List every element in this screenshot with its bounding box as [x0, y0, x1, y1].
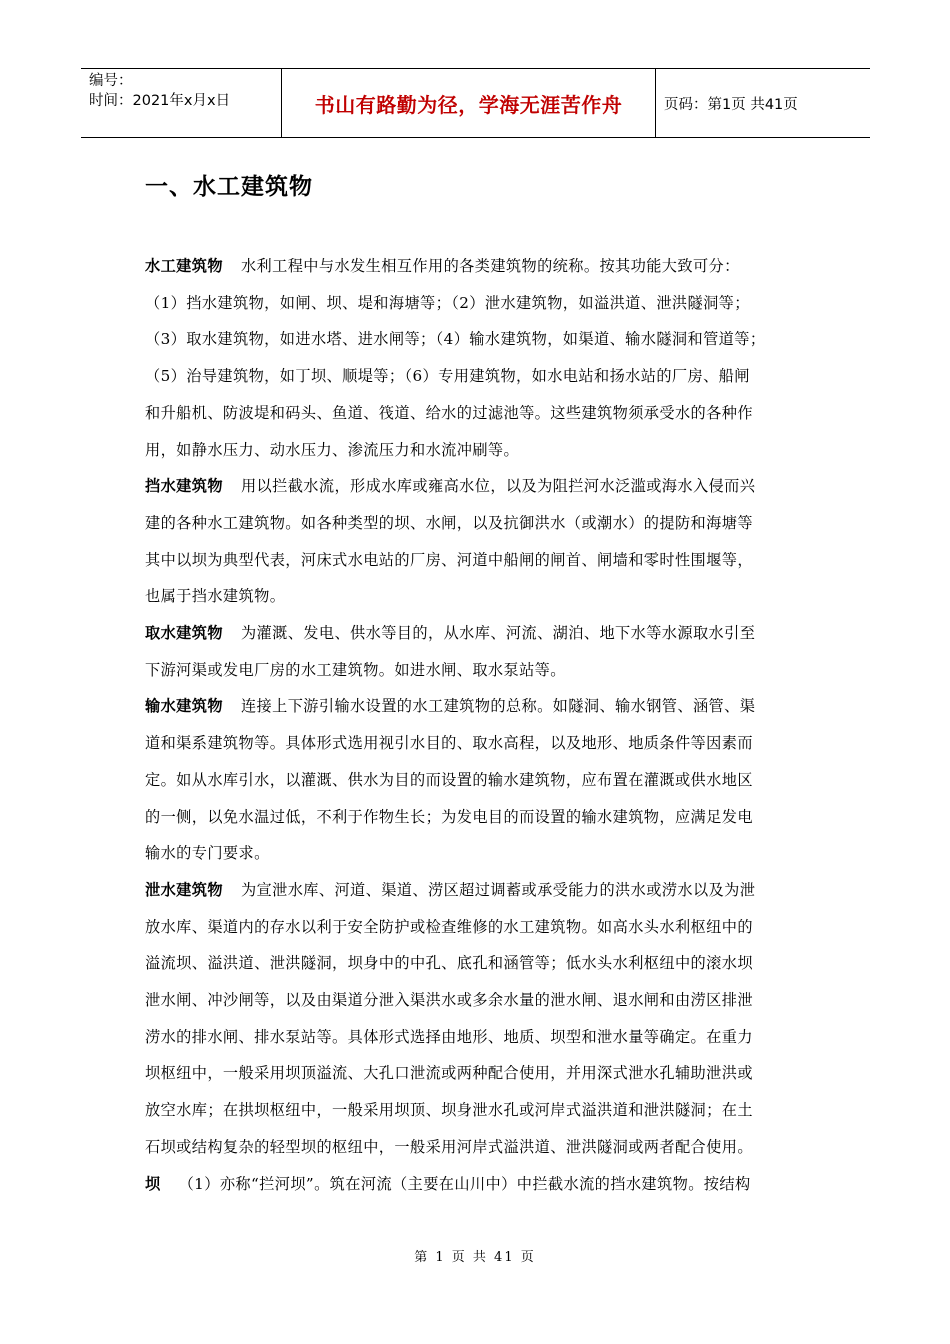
paragraph: [145, 872, 809, 1166]
line-text: 为宣泄水库、河道、渠道、涝区超过调蓄或承受能力的洪水或涝水以及为泄: [240, 880, 756, 899]
section-title: 一、水工建筑物: [145, 174, 313, 200]
paragraph-line: [145, 468, 809, 505]
header-meta: [81, 69, 281, 137]
line-text: 输水的专门要求。: [145, 844, 270, 863]
paragraph-line: [145, 395, 809, 432]
line-text: 坝枢纽中，一般采用坝顶溢流、大孔口泄流或两种配合使用，并用深式泄水孔辅助泄洪或: [145, 1064, 753, 1083]
paragraph-line: [145, 615, 809, 652]
line-text: 涝水的排水闸、排水泵站等。具体形式选择由地形、地质、坝型和泄水量等确定。在重力: [145, 1027, 753, 1046]
line-text: 的一侧，以免水温过低，不利于作物生长；为发电目的而设置的输水建筑物，应满足发电: [145, 807, 753, 826]
time-label: 时间：2021年x月x日: [89, 93, 231, 109]
paragraph-line: [145, 872, 809, 909]
number-label: 编号：: [89, 73, 133, 89]
paragraph: [145, 468, 809, 615]
line-text: 放空水库；在拱坝枢纽中，一般采用坝顶、坝身泄水孔或河岸式溢洪道和泄洪隧洞；在土: [145, 1101, 753, 1120]
paragraph-line: [145, 909, 809, 946]
term-heading: 水工建筑物: [145, 257, 223, 275]
line-text: 连接上下游引输水设置的水工建筑物的总称。如隧洞、输水钢管、涵管、渠: [240, 697, 756, 716]
line-text: 放水库、渠道内的存水以利于安全防护或检查维修的水工建筑物。如高水头水利枢纽中的: [145, 917, 753, 936]
line-text: 道和渠系建筑物等。具体形式选用视引水目的、取水高程，以及地形、地质条件等因素而: [145, 734, 753, 753]
line-text: 泄水闸、冲沙闸等，以及由渠道分泄入渠洪水或多余水量的泄水闸、退水闸和由涝区排泄: [145, 991, 753, 1010]
paragraph-line: [145, 762, 809, 799]
line-text: 水利工程中与水发生相互作用的各类建筑物的统称。按其功能大致可分：: [240, 257, 740, 275]
term-heading: 取水建筑物: [145, 624, 223, 643]
paragraph-line: [145, 1092, 809, 1129]
paragraph-line: [145, 945, 809, 982]
term-heading: 输水建筑物: [145, 697, 223, 716]
paragraph: [145, 1166, 809, 1203]
line-text: （1）挡水建筑物，如闸、坝、堤和海塘等；（2）泄水建筑物，如溢洪道、泄洪隧洞等；: [145, 293, 750, 312]
paragraph-line: [145, 1166, 809, 1203]
term-heading: 坝: [145, 1174, 161, 1193]
page-footer: 第 1 页 共 41 页: [414, 1250, 536, 1265]
line-text: （1）亦称“拦河坝”。筑在河流（主要在山川中）中拦截水流的挡水建筑物。按结构: [178, 1174, 751, 1193]
paragraph-line: [145, 1129, 809, 1166]
paragraph: [145, 248, 809, 468]
line-text: 溢流坝、溢洪道、泄洪隧洞，坝身中的中孔、底孔和涵管等；低水头水利枢纽中的滚水坝: [145, 954, 753, 973]
paragraph-line: [145, 688, 809, 725]
line-text: 用以拦截水流，形成水库或雍高水位，以及为阻拦河水泛滥或海水入侵而兴: [240, 477, 756, 496]
line-text: 和升船机、防波堤和码头、鱼道、筏道、给水的过滤池等。这些建筑物须承受水的各种作: [145, 403, 753, 422]
paragraph-line: [145, 432, 809, 469]
paragraph-line: [145, 799, 809, 836]
paragraph-line: [145, 321, 809, 358]
line-text: 用，如静水压力、动水压力、渗流压力和水流冲刷等。: [145, 440, 520, 459]
header-motto: 书山有路勤为径，学海无涯苦作舟: [281, 69, 656, 137]
paragraph-line: [145, 542, 809, 579]
paragraph-line: [145, 835, 809, 872]
document-header: [81, 68, 870, 138]
paragraph: [145, 688, 809, 872]
paragraph-line: [145, 1055, 809, 1092]
line-text: 也属于挡水建筑物。: [145, 587, 286, 606]
line-text: 建的各种水工建筑物。如各种类型的坝、水闸，以及抗御洪水（或潮水）的提防和海塘等: [145, 513, 753, 532]
term-heading: 挡水建筑物: [145, 477, 223, 496]
paragraph-line: [145, 725, 809, 762]
header-page-info: 页码：第1页 共41页: [664, 96, 798, 113]
line-text: （5）治导建筑物，如丁坝、顺堤等；（6）专用建筑物，如水电站和扬水站的厂房、船闸: [145, 367, 750, 386]
line-text: 石坝或结构复杂的轻型坝的枢纽中，一般采用河岸式溢洪道、泄洪隧洞或两者配合使用。: [145, 1137, 753, 1156]
paragraph-line: [145, 505, 809, 542]
line-text: （3）取水建筑物，如进水塔、进水闸等；（4）输水建筑物，如渠道、输水隧洞和管道等；: [145, 330, 766, 349]
paragraph-line: [145, 578, 809, 615]
paragraph-line: [145, 1019, 809, 1056]
paragraph-line: [145, 982, 809, 1019]
term-heading: 泄水建筑物: [145, 880, 223, 899]
line-text: 为灌溉、发电、供水等目的，从水库、河流、湖泊、地下水等水源取水引至: [240, 624, 756, 643]
document-body: [145, 248, 809, 1202]
paragraph: [145, 615, 809, 688]
line-text: 下游河渠或发电厂房的水工建筑物。如进水闸、取水泵站等。: [145, 660, 566, 679]
paragraph-line: [145, 248, 809, 285]
paragraph-line: [145, 358, 809, 395]
line-text: 其中以坝为典型代表，河床式水电站的厂房、河道中船闸的闸首、闸墙和零时性围堰等，: [145, 550, 753, 569]
paragraph-line: [145, 285, 809, 322]
paragraph-line: [145, 652, 809, 689]
line-text: 定。如从水库引水，以灌溉、供水为目的而设置的输水建筑物，应布置在灌溉或供水地区: [145, 770, 753, 789]
